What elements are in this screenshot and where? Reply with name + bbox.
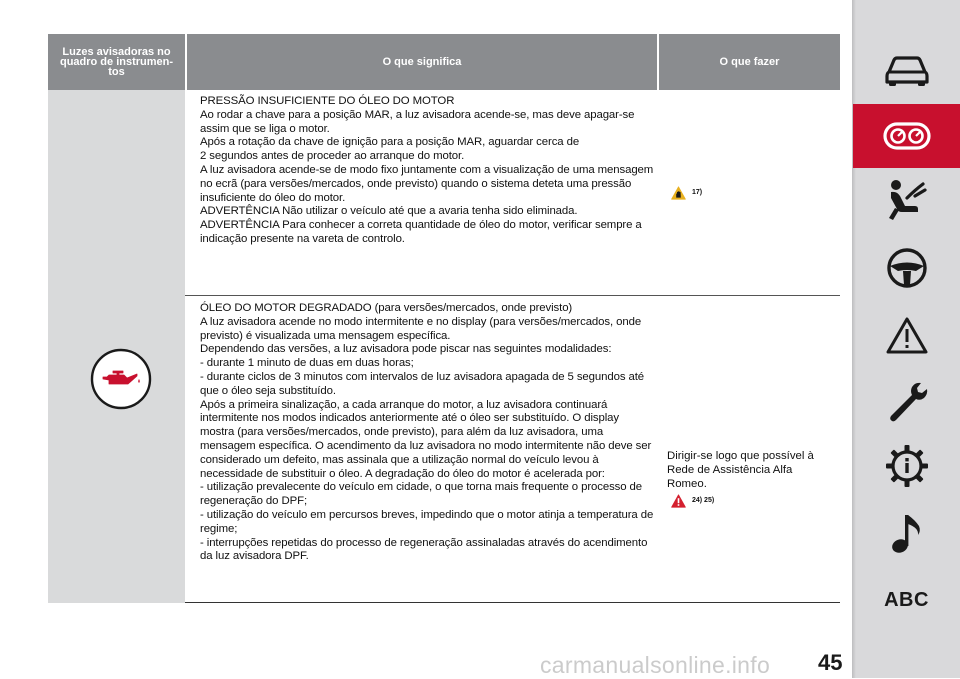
warning-light-icon-column (48, 90, 185, 603)
danger-reference (671, 494, 840, 508)
warning-ref: 17) (692, 188, 703, 196)
music-note-icon (889, 512, 925, 556)
row-description: PRESSÃO INSUFICIENTE DO ÓLEO DO MOTOR Ao rodar a chave para a posição MAR, a luz avisadora acende-se, mas deve apagar-se assim que se liga o motor. Após a rotação da chave de ignição para a posição MAR, aguardar cerca de 2 segundos antes de proceder ao arranque do motor. A luz avisadora acende-se de modo fixo juntamente com a visualização de uma mensagem no ecrã (para versões/mercados, onde previsto) quando o sistema deteta uma pressão insuficiente do óleo do motor. ADVERTÊNCIA Não utilizar o veículo até que a avaria tenha sido eliminada. ADVERTÊNCIA Para conhecer a correta quantidade de óleo do motor, verificar sempre a indicação presente na vareta de controlo. (200, 95, 654, 245)
nav-item-maintenance[interactable] (853, 370, 960, 434)
steering-wheel-icon (886, 247, 928, 289)
wrench-icon (885, 380, 929, 424)
caution-reference (671, 186, 840, 200)
row-action (655, 296, 840, 602)
header-warning-lights: Luzes avisadoras no quadro de instrumen- tos (48, 34, 185, 90)
nav-item-driving[interactable] (853, 236, 960, 300)
nav-item-emergency[interactable] (853, 304, 960, 368)
nav-item-multimedia[interactable] (853, 502, 960, 566)
table-body (48, 90, 840, 603)
car-icon (883, 52, 931, 88)
seat-safety-icon (885, 178, 929, 222)
caution-hand-icon (671, 186, 686, 200)
warning-lights-table (48, 34, 840, 603)
table-row (185, 296, 840, 603)
page-number: 45 (818, 650, 843, 675)
instrument-cluster-icon (883, 121, 931, 151)
danger-triangle-icon (671, 494, 686, 508)
row-description: ÓLEO DO MOTOR DEGRADADO (para versões/mercados, onde previsto) A luz avisadora acende no modo intermitente e no display (para versões/mercados, onde previsto) é visualizada uma mensagem específica. Dependendo das versões, a luz avisadora pode piscar nas seguintes modalidades: - durante 1 minuto de duas em duas horas; - durante ciclos de 3 minutos com intervalos de luz avisadora apagada de 5 segundos até que o óleo seja substituído. Após a primeira sinalização, a cada arranque do motor, a luz avisadora continuará intermitente nos modos indicados anteriormente até o óleo ser substituído. O display mostra (para versões/mercados, onde previsto), para além da luz avisadora, uma mensagem específica. O acendimento da luz avisadora no modo intermitente não deve ser considerado um defeito, mas assinala que a utilização normal do veículo levou à necessidade de substituir o óleo. A degradação do óleo do motor é acelerada por: - utilização prevalecente do veículo em cidade, o que torna mais frequente o processo de regeneração do DPF; - utilização do veículo em percursos breves, impedindo que o motor atinja a temperatura de regime; - interrupções repetidas do processo de regeneração assinaladas através do acendimento da luz avisadora DPF. (200, 302, 654, 563)
table-header (48, 34, 840, 90)
nav-item-instrument-panel[interactable] (853, 104, 960, 168)
warning-triangle-icon (885, 316, 929, 356)
nav-item-index[interactable] (853, 568, 960, 632)
index-label: ABC (884, 588, 929, 611)
watermark: carmanualsonline.info (540, 652, 771, 678)
nav-item-technical-data[interactable] (853, 434, 960, 498)
header-what-to-do: O que fazer (659, 34, 840, 90)
technical-data-icon (885, 444, 929, 488)
header-meaning: O que significa (187, 34, 657, 90)
action-text: Dirigir-se logo que possível à Rede de Assistência Alfa Romeo. (667, 450, 814, 490)
oil-can-warning-icon (90, 348, 152, 410)
nav-item-car[interactable] (853, 38, 960, 102)
nav-item-safety[interactable] (853, 168, 960, 232)
row-action (655, 90, 840, 295)
table-row (185, 90, 840, 296)
table-rows (185, 90, 840, 603)
warning-ref: 24) 25) (692, 496, 715, 504)
